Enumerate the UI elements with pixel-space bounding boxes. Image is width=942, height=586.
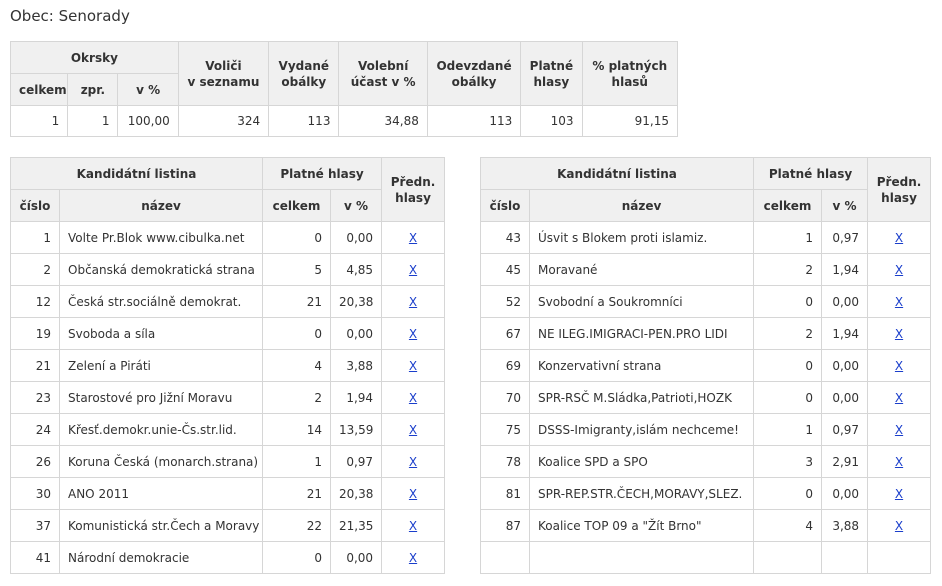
celkem-cell: 21 (263, 286, 331, 318)
celkem-cell: 4 (754, 510, 822, 542)
predn-hlasy-cell (868, 318, 931, 350)
predn-hlasy-link[interactable]: X (408, 518, 418, 533)
table-row (11, 222, 445, 254)
celkem-cell: 0 (754, 382, 822, 414)
predn-hlasy-link[interactable]: X (408, 390, 418, 405)
pct-cell: 0,97 (822, 414, 868, 446)
predn-hlasy-link[interactable]: X (408, 230, 418, 245)
table-row (481, 478, 931, 510)
table-row (11, 446, 445, 478)
nazev-cell: Koalice TOP 09 a "Žít Brno" (530, 510, 754, 542)
nazev-cell: Zelení a Piráti (60, 350, 263, 382)
celkem-cell: 1 (754, 222, 822, 254)
pct-cell: 0,00 (331, 318, 382, 350)
header-volici: Voliči v seznamu (178, 42, 268, 106)
pct-cell: 0,00 (331, 542, 382, 574)
nazev-cell: Komunistická str.Čech a Moravy (60, 510, 263, 542)
predn-hlasy-link[interactable]: X (894, 230, 904, 245)
header-predn-hlasy: Předn. hlasy (868, 158, 931, 222)
celkem-cell: 0 (754, 350, 822, 382)
header-celkem: celkem (263, 190, 331, 222)
nazev-cell: Křesť.demokr.unie-Čs.str.lid. (60, 414, 263, 446)
predn-hlasy-cell (868, 254, 931, 286)
pct-cell: 0,00 (822, 286, 868, 318)
predn-hlasy-link[interactable]: X (894, 326, 904, 341)
header-okrsky-zpr: zpr. (68, 74, 118, 106)
candidates-table-right (480, 157, 931, 574)
page-title: Obec: Senorady (10, 7, 130, 25)
nazev-cell: Konzervativní strana (530, 350, 754, 382)
predn-hlasy-cell (382, 414, 445, 446)
pct-cell: 21,35 (331, 510, 382, 542)
predn-hlasy-cell (382, 478, 445, 510)
cislo-cell: 75 (481, 414, 530, 446)
platne-value: 103 (521, 106, 582, 137)
header-ucast: Volební účast v % (339, 42, 427, 106)
header-okrsky-celkem: celkem (11, 74, 68, 106)
nazev-cell: Národní demokracie (60, 542, 263, 574)
table-row (481, 510, 931, 542)
summary-table (10, 41, 678, 137)
predn-hlasy-cell (382, 510, 445, 542)
predn-hlasy-cell (868, 510, 931, 542)
cislo-cell: 1 (11, 222, 60, 254)
pct-cell: 4,85 (331, 254, 382, 286)
nazev-cell: Svoboda a síla (60, 318, 263, 350)
celkem-cell: 0 (263, 542, 331, 574)
predn-hlasy-link[interactable]: X (894, 390, 904, 405)
ucast-value: 34,88 (339, 106, 427, 137)
predn-hlasy-cell (382, 222, 445, 254)
header-okrsky: Okrsky (11, 42, 179, 74)
nazev-cell: ANO 2011 (60, 478, 263, 510)
predn-hlasy-link[interactable]: X (408, 262, 418, 277)
pct-cell: 0,00 (822, 350, 868, 382)
nazev-cell: Volte Pr.Blok www.cibulka.net (60, 222, 263, 254)
table-row (481, 446, 931, 478)
header-kandidatni-listina: Kandidátní listina (11, 158, 263, 190)
empty-cell (868, 542, 931, 574)
nazev-cell: Koalice SPD a SPO (530, 446, 754, 478)
candidates-table-left (10, 157, 445, 574)
pct-cell: 0,00 (822, 478, 868, 510)
predn-hlasy-link[interactable]: X (408, 422, 418, 437)
predn-hlasy-link[interactable]: X (408, 326, 418, 341)
pct-cell: 1,94 (331, 382, 382, 414)
header-celkem: celkem (754, 190, 822, 222)
nazev-cell: SPR-RSČ M.Sládka,Patrioti,HOZK (530, 382, 754, 414)
predn-hlasy-cell (868, 382, 931, 414)
table-row (481, 318, 931, 350)
cislo-cell: 52 (481, 286, 530, 318)
empty-cell (481, 542, 530, 574)
header-kandidatni-listina: Kandidátní listina (481, 158, 754, 190)
empty-cell (530, 542, 754, 574)
pct-cell: 0,00 (331, 222, 382, 254)
header-pct-platnych: % platných hlasů (582, 42, 677, 106)
cislo-cell: 69 (481, 350, 530, 382)
celkem-cell: 0 (754, 286, 822, 318)
nazev-cell: Občanská demokratická strana (60, 254, 263, 286)
celkem-cell: 1 (754, 414, 822, 446)
table-row (481, 222, 931, 254)
table-row (481, 286, 931, 318)
header-platne-hlasy: Platné hlasy (263, 158, 382, 190)
header-v-pct: v % (331, 190, 382, 222)
cislo-cell: 67 (481, 318, 530, 350)
celkem-cell: 5 (263, 254, 331, 286)
header-odevzdane: Odevzdané obálky (427, 42, 520, 106)
predn-hlasy-link[interactable]: X (408, 486, 418, 501)
predn-hlasy-cell (868, 478, 931, 510)
predn-hlasy-cell (382, 382, 445, 414)
table-row (11, 254, 445, 286)
odevzdane-value: 113 (427, 106, 520, 137)
nazev-cell: Moravané (530, 254, 754, 286)
celkem-cell: 0 (754, 478, 822, 510)
cislo-cell: 26 (11, 446, 60, 478)
predn-hlasy-cell (868, 350, 931, 382)
predn-hlasy-link[interactable]: X (894, 518, 904, 533)
empty-row (481, 542, 931, 574)
table-row (11, 286, 445, 318)
predn-hlasy-link[interactable]: X (408, 294, 418, 309)
vydane-value: 113 (269, 106, 339, 137)
predn-hlasy-cell (868, 446, 931, 478)
predn-hlasy-cell (382, 446, 445, 478)
pct-cell: 0,00 (822, 382, 868, 414)
nazev-cell: Česká str.sociálně demokrat. (60, 286, 263, 318)
pct-cell: 20,38 (331, 286, 382, 318)
pct-cell: 3,88 (331, 350, 382, 382)
predn-hlasy-link[interactable]: X (408, 358, 418, 373)
predn-hlasy-link[interactable]: X (894, 262, 904, 277)
empty-cell (822, 542, 868, 574)
pct-cell: 1,94 (822, 318, 868, 350)
table-row (481, 350, 931, 382)
okrsky-zpr: 1 (68, 106, 118, 137)
table-row (11, 510, 445, 542)
cislo-cell: 2 (11, 254, 60, 286)
header-cislo: číslo (481, 190, 530, 222)
cislo-cell: 78 (481, 446, 530, 478)
pct-cell: 1,94 (822, 254, 868, 286)
cislo-cell: 45 (481, 254, 530, 286)
cislo-cell: 41 (11, 542, 60, 574)
predn-hlasy-link[interactable]: X (894, 294, 904, 309)
header-platne-hlasy: Platné hlasy (754, 158, 868, 190)
predn-hlasy-link[interactable]: X (894, 358, 904, 373)
celkem-cell: 0 (263, 318, 331, 350)
header-nazev: název (530, 190, 754, 222)
table-row (11, 318, 445, 350)
table-row (11, 478, 445, 510)
predn-hlasy-cell (868, 286, 931, 318)
celkem-cell: 4 (263, 350, 331, 382)
predn-hlasy-cell (868, 222, 931, 254)
header-vydane: Vydané obálky (269, 42, 339, 106)
cislo-cell: 70 (481, 382, 530, 414)
header-nazev: název (60, 190, 263, 222)
pct-cell: 3,88 (822, 510, 868, 542)
predn-hlasy-link[interactable]: X (408, 550, 418, 565)
cislo-cell: 37 (11, 510, 60, 542)
predn-hlasy-cell (382, 254, 445, 286)
table-row (11, 542, 445, 574)
pct-cell: 20,38 (331, 478, 382, 510)
predn-hlasy-link[interactable]: X (894, 486, 904, 501)
cislo-cell: 30 (11, 478, 60, 510)
predn-hlasy-cell (382, 542, 445, 574)
empty-cell (754, 542, 822, 574)
nazev-cell: SPR-REP.STR.ČECH,MORAVY,SLEZ. (530, 478, 754, 510)
predn-hlasy-cell (382, 318, 445, 350)
celkem-cell: 3 (754, 446, 822, 478)
header-platne: Platné hlasy (521, 42, 582, 106)
nazev-cell: Koruna Česká (monarch.strana) (60, 446, 263, 478)
table-row (481, 414, 931, 446)
header-okrsky-pct: v % (118, 74, 178, 106)
okrsky-celkem: 1 (11, 106, 68, 137)
header-v-pct: v % (822, 190, 868, 222)
table-row (11, 382, 445, 414)
predn-hlasy-link[interactable]: X (408, 454, 418, 469)
cislo-cell: 12 (11, 286, 60, 318)
table-row (481, 254, 931, 286)
celkem-cell: 2 (754, 254, 822, 286)
nazev-cell: Starostové pro Jižní Moravu (60, 382, 263, 414)
table-row (11, 414, 445, 446)
cislo-cell: 87 (481, 510, 530, 542)
predn-hlasy-cell (382, 350, 445, 382)
pct-cell: 0,97 (331, 446, 382, 478)
summary-row (11, 106, 678, 137)
pct-cell: 0,97 (822, 222, 868, 254)
pct-platnych-value: 91,15 (582, 106, 677, 137)
nazev-cell: Svobodní a Soukromníci (530, 286, 754, 318)
predn-hlasy-cell (868, 414, 931, 446)
celkem-cell: 2 (754, 318, 822, 350)
cislo-cell: 23 (11, 382, 60, 414)
predn-hlasy-cell (382, 286, 445, 318)
cislo-cell: 81 (481, 478, 530, 510)
okrsky-pct: 100,00 (118, 106, 178, 137)
volici-value: 324 (178, 106, 268, 137)
header-predn-hlasy: Předn. hlasy (382, 158, 445, 222)
cislo-cell: 43 (481, 222, 530, 254)
predn-hlasy-link[interactable]: X (894, 422, 904, 437)
celkem-cell: 22 (263, 510, 331, 542)
cislo-cell: 21 (11, 350, 60, 382)
header-cislo: číslo (11, 190, 60, 222)
table-row (11, 350, 445, 382)
celkem-cell: 21 (263, 478, 331, 510)
pct-cell: 13,59 (331, 414, 382, 446)
pct-cell: 2,91 (822, 446, 868, 478)
cislo-cell: 19 (11, 318, 60, 350)
table-row (481, 382, 931, 414)
nazev-cell: NE ILEG.IMIGRACI-PEN.PRO LIDI (530, 318, 754, 350)
celkem-cell: 14 (263, 414, 331, 446)
nazev-cell: Úsvit s Blokem proti islamiz. (530, 222, 754, 254)
cislo-cell: 24 (11, 414, 60, 446)
predn-hlasy-link[interactable]: X (894, 454, 904, 469)
celkem-cell: 1 (263, 446, 331, 478)
celkem-cell: 2 (263, 382, 331, 414)
nazev-cell: DSSS-Imigranty,islám nechceme! (530, 414, 754, 446)
celkem-cell: 0 (263, 222, 331, 254)
